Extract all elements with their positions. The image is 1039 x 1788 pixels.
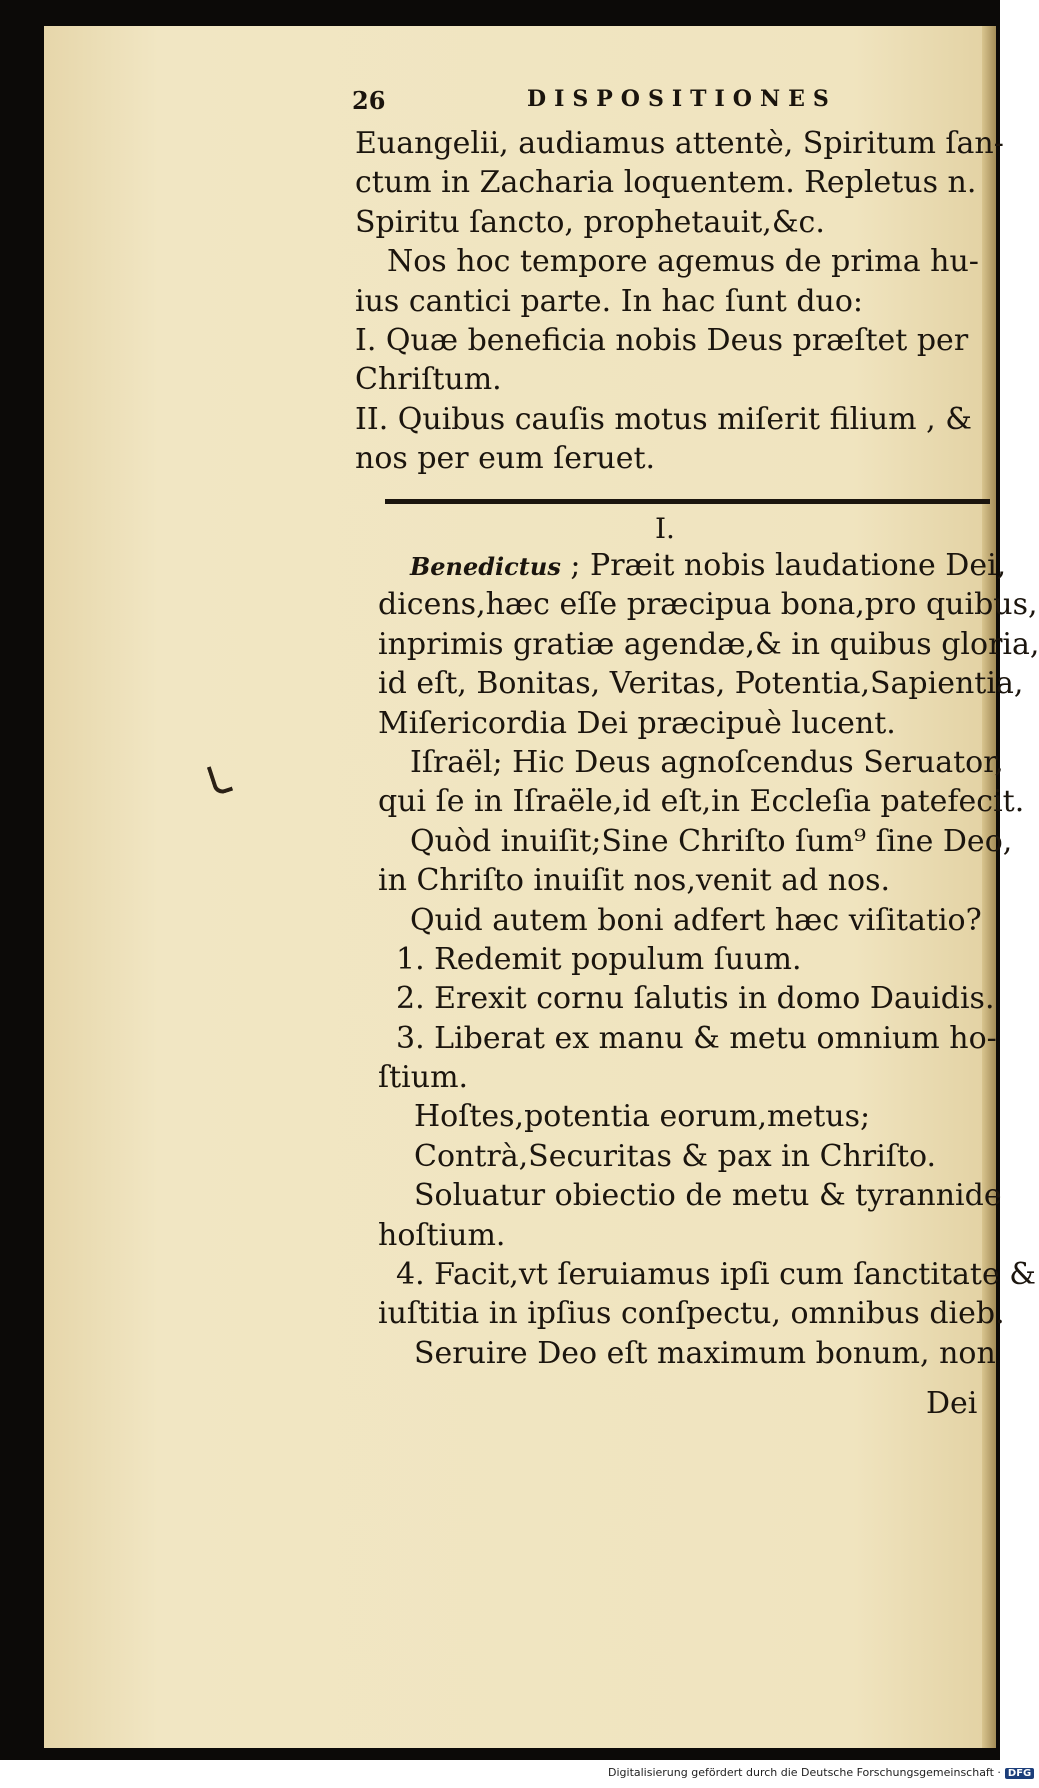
text-line: iuſtitia in ipſius conſpectu, omnibus dieb. — [378, 1296, 1005, 1332]
text-line: I. Quæ beneficia nobis Deus præſtet per — [355, 322, 969, 358]
text-line — [378, 546, 1007, 585]
page-number: 26 — [352, 86, 386, 115]
catchword: Dei — [926, 1386, 978, 1421]
text-line: II. Quibus cauſis motus miſerit filium , & — [355, 401, 972, 437]
text-line: inprimis gratiæ agendæ,& in quibus gloria, — [378, 626, 1039, 662]
credit-text: Digitalisierung gefördert durch die Deutsche Forschungsgemeinschaft · — [608, 1766, 1001, 1779]
text-line: Soluatur obiectio de metu & tyrannide — [414, 1178, 1002, 1214]
text-line: hoſtium. — [378, 1217, 506, 1253]
text-line: 2. Erexit cornu ſalutis in domo Dauidis. — [396, 981, 995, 1017]
section-rule — [385, 499, 990, 504]
text-line: Iſraël; Hic Deus agnoſcendus Seruator, — [410, 744, 1004, 780]
section-text — [378, 546, 1039, 1373]
text-line: ctum in Zacharia loquentem. Repletus n. — [355, 165, 977, 201]
text-line: qui ſe in Iſraële,id eſt,in Eccleſia patefecit. — [378, 784, 1025, 820]
running-head — [352, 86, 992, 120]
text-line: Quid autem boni adfert hæc viſitatio? — [410, 902, 982, 938]
text-line: Contrà,Securitas & pax in Chriſto. — [414, 1138, 937, 1174]
text-line: Nos hoc tempore agemus de prima hu- — [387, 244, 979, 280]
text-line: Spiritu ſancto, prophetauit,&c. — [355, 204, 825, 240]
digitization-credit — [608, 1766, 1034, 1779]
text-line: ſtium. — [378, 1060, 469, 1096]
section-keyword: Benedictus — [410, 552, 561, 581]
text-line: in Chriſto inuiſit nos,venit ad nos. — [378, 863, 891, 899]
text-line: Seruire Deo eſt maximum bonum, non — [414, 1335, 996, 1371]
dfg-logo-icon: DFG — [1005, 1768, 1034, 1779]
text-line: Quòd inuiſit;Sine Chriſto ſum⁹ ſine Deo, — [410, 823, 1013, 859]
section-number: I. — [655, 512, 675, 545]
text-line: nos per eum ſeruet. — [355, 441, 656, 477]
running-title: DISPOSITIONES — [527, 86, 837, 112]
text-line: Chriſtum. — [355, 362, 502, 398]
text-line: Miſericordia Dei præcipuè lucent. — [378, 705, 896, 741]
text-line: Hoſtes,potentia eorum,metus; — [414, 1099, 871, 1135]
text-line: dicens,hæc eſſe præcipua bona,pro quibus, — [378, 587, 1038, 623]
text-line: 4. Facit,vt ſeruiamus ipſi cum ſanctitate & — [396, 1257, 1036, 1293]
intro-text — [355, 124, 1004, 479]
text-fragment: ; Præit nobis laudatione Dei, — [560, 548, 1007, 583]
text-line: ius cantici parte. In hac ſunt duo: — [355, 283, 864, 319]
text-line: id eſt, Bonitas, Veritas, Potentia,Sapientia, — [378, 666, 1024, 702]
text-line: 3. Liberat ex manu & metu omnium ho- — [396, 1020, 997, 1056]
text-line: 1. Redemit populum ſuum. — [396, 941, 802, 977]
text-line: Euangelii, audiamus attentè, Spiritum ſan- — [355, 126, 1004, 161]
